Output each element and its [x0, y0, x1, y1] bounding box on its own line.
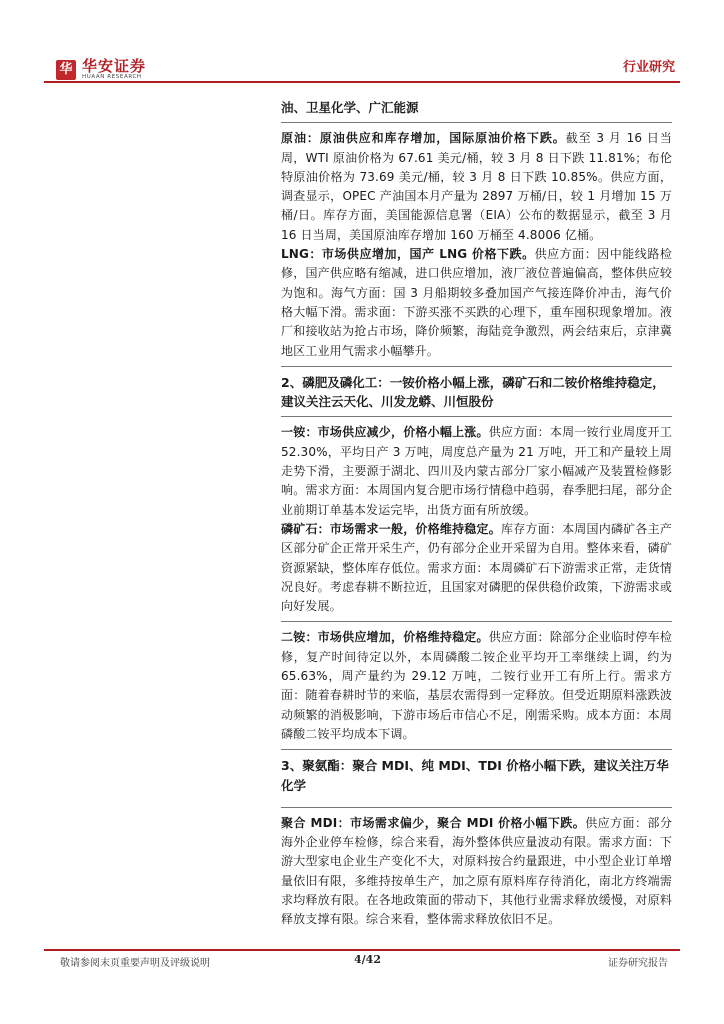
phosphate-rock-text: 库存方面：本周国内磷矿各主产区部分矿企正常开采生产，仍有部分企业开采留为自用。整体来看，磷矿资源紧缺，整体库存低位。需求方面：本周磷矿石下游需求正常，走货情况良好。考虑春耕不断拉近，且国家对磷肥的保供稳价政策，下游需求或向好发展。 — [281, 521, 673, 614]
crude-oil-text: 截至 3 月 16 日当周，WTI 原油价格为 67.61 美元/桶，较 3 月 8 日下跌 11.81%；布伦特原油价格为 73.69 美元/桶，较 3 月 8 日下跌 10.85%。供应方面，调查显示，OPEC 产油国本月产量为 2897 万桶/日，较 1 月增加 15 万桶/日。库存方面，美国能源信息署（EIA）公布的数据显示，截至 3 月 16 日当周，美国原油库存增加 160 万桶至 4.8006 亿桶。 — [281, 131, 672, 242]
diammonium-text: 供应方面：除部分企业临时停车检修，复产时间待定以外，本周磷酸二铵企业平均开工率继续上调，约为 65.63%，周产量约为 29.12 万吨，二铵行业开工有所上行。需求方面：随着春耕时节的来临，基层农需得到一定释放。但受近期原料涨跌波动频繁的消极影响，下游市场后市信心不足，刚需采购。成本方面：本周磷酸二铵平均成本下调。 — [281, 630, 672, 741]
lng-paragraph — [281, 245, 672, 361]
monoammonium-text: 供应方面：本周一铵行业周度开工 52.30%，平均日产 3 万吨，周度总产量为 21 万吨，开工和产量较上周走势下滑，主要源于湖北、四川及内蒙古部分厂家小幅减产及装置检修影响。需求方面：本周国内复合肥市场行情稳中趋弱，春季肥扫尾，部分企业前期订单基本发运完毕，出货方面有所放缓。 — [281, 425, 672, 517]
polymeric-mdi-paragraph — [281, 814, 672, 930]
header-title: 行业研究 — [622, 60, 675, 75]
header-divider — [44, 81, 680, 83]
diammonium-paragraph — [281, 628, 672, 744]
footer-disclaimer: 敬请参阅末页重要声明及评级说明 — [60, 958, 210, 969]
logo-subtitle: HUAAN RESEARCH — [82, 74, 142, 80]
crude-oil-label: 原油：原油供应和库存增加，国际原油价格下跌。 — [281, 131, 566, 146]
logo-name: 华安证券 — [82, 57, 147, 75]
section-2-title: 2、磷肥及磷化工：一铵价格小幅上涨，磷矿石和二铵价格维持稳定，建议关注云天化、川发龙蟒、川恒股份 — [281, 374, 665, 410]
divider — [281, 749, 672, 750]
diammonium-label: 二铵：市场供应增加，价格维持稳定。 — [281, 630, 489, 645]
huaan-logo — [56, 58, 146, 81]
crude-oil-paragraph — [281, 129, 672, 245]
lng-label: LNG：市场供应增加，国产 LNG 价格下跌。 — [281, 247, 535, 262]
lng-text: 供应方面：因中能线路检修，国产供应略有缩减，进口供应增加，液厂液位普遍偏高，整体供应较为饱和。海气方面：国 3 月船期较多叠加国产气接连降价冲击，海气价格大幅下滑。需求面：下游买涨不买跌的心理下，重车囤积现象增加。液厂和接收站为抢占市场，降价频繁，海陆竞争激烈，两会结束后，京津冀地区工业用气需求小幅攀升。 — [281, 247, 672, 358]
polymeric-mdi-text: 供应方面：部分海外企业停车检修，综合来看，海外整体供应量波动有限。需求方面：下游大型家电企业生产变化不大，对原料按合约量跟进，中小型企业订单增量依旧有限，多维持按单生产，加之原有原料库存待消化，南北方终端需求均释放有限。在各地政策面的带动下，其他行业需求释放缓慢，对原料释放支撑有限。综合来看，整体需求释放依旧不足。 — [281, 815, 672, 927]
report-body — [281, 98, 672, 930]
divider — [281, 807, 672, 808]
divider — [281, 416, 672, 417]
section-1-title-tail: 油、卫星化学、广汇能源 — [281, 100, 419, 115]
footer-report-type: 证券研究报告 — [608, 958, 668, 969]
monoammonium-paragraph — [281, 423, 672, 519]
divider — [281, 122, 672, 123]
phosphate-rock-paragraph — [281, 520, 672, 616]
divider — [281, 621, 672, 622]
phosphate-rock-label: 磷矿石：市场需求一般，价格维持稳定。 — [281, 521, 501, 536]
section-3-title: 3、聚氨酯：聚合 MDI、纯 MDI、TDI 价格小幅下跌，建议关注万华化学 — [281, 758, 669, 793]
huaan-seal-icon: 华 — [56, 60, 76, 80]
polymeric-mdi-label: 聚合 MDI：市场需求偏少，聚合 MDI 价格小幅下跌。 — [281, 815, 586, 830]
divider — [281, 366, 672, 367]
page-number: 4/42 — [354, 953, 381, 966]
monoammonium-label: 一铵：市场供应减少，价格小幅上涨。 — [281, 425, 489, 440]
footer-divider — [44, 949, 680, 951]
